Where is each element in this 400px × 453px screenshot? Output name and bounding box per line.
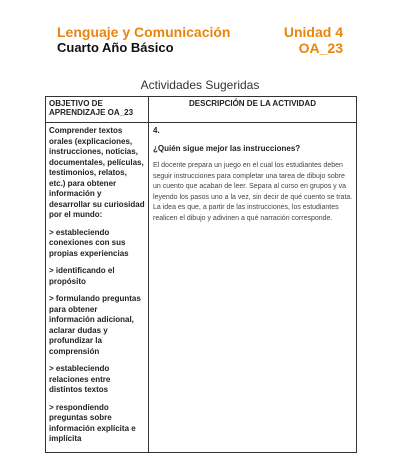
oa-code: OA_23	[298, 40, 343, 56]
header-left	[57, 24, 230, 56]
section-title: Actividades Sugeridas	[140, 78, 260, 92]
table-header-row	[46, 97, 357, 123]
activities-table	[45, 96, 357, 453]
objective-item: > estableciendo relaciones entre distintos textos	[49, 364, 111, 394]
objective-item: > estableciendo conexiones con sus propias experiencias	[49, 227, 129, 258]
activity-description: El docente prepara un juego en el cual los estudiantes deben seguir instrucciones para completar una tarea de dibujo sobre un cuento que acaban de leer. Separa al curso en grupos y va leyendo los pasos uno a la vez, sin decir de qué cuento se trata. La idea es que, a partir de las instrucciones, los estudiantes realicen el dibujo y adivinen a qué narración corresponde.	[153, 162, 353, 222]
objective-intro: Comprender textos orales (explicaciones, instrucciones, noticias, documentales, películas, testimonios, relatos, etc.) para obtener información y desarrollar su curiosidad por el mundo:	[49, 126, 145, 219]
objective-column-header: OBJETIVO DE APRENDIZAJE OA_23	[46, 97, 149, 123]
activity-number: 4.	[153, 126, 160, 135]
subject-title: Lenguaje y Comunicación	[57, 24, 231, 40]
description-cell	[149, 123, 357, 453]
activity-title: ¿Quién sigue mejor las instrucciones?	[153, 143, 301, 153]
description-column-header: DESCRIPCIÓN DE LA ACTIVIDAD	[149, 97, 357, 123]
objective-cell	[46, 123, 149, 453]
table-row	[46, 123, 357, 453]
objective-item: > respondiendo preguntas sobre información explícita e implícita	[49, 402, 136, 443]
objective-item: > identificando el propósito	[49, 266, 115, 286]
grade-title: Cuarto Año Básico	[57, 40, 174, 55]
objective-item: > formulando preguntas para obtener información adicional, aclarar dudas y profundizar la comprensión	[49, 294, 141, 356]
unit-label: Unidad 4	[283, 24, 343, 40]
header-right	[284, 24, 343, 56]
